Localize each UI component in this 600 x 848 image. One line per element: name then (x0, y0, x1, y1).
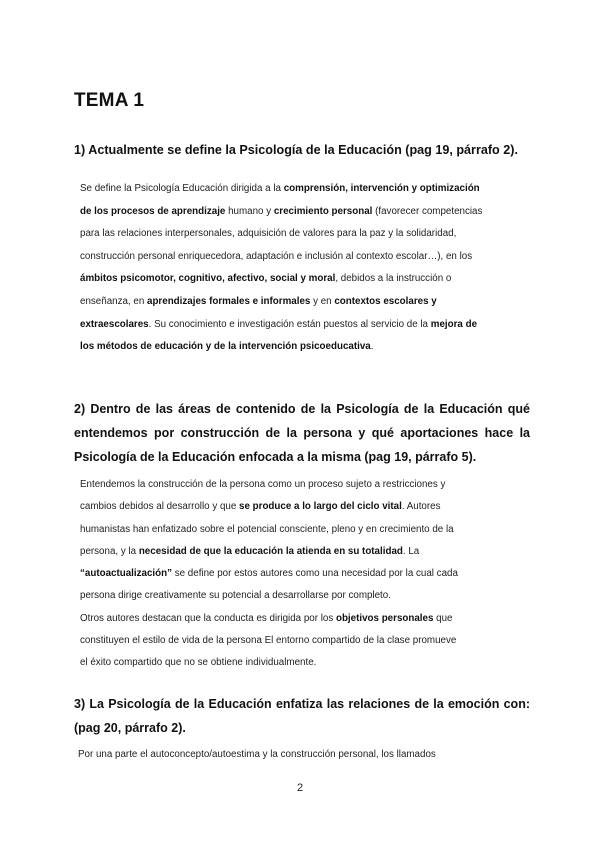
bold-span: “autoactualización” (80, 568, 172, 580)
answer-3-line: Por una parte el autoconcepto/autoestima y la construcción personal, los llamados (78, 749, 436, 760)
answer-2-line: Entendemos la construcción de la persona como un proceso sujeto a restricciones y (80, 479, 446, 490)
bold-span: aprendizajes formales e informales (147, 295, 311, 307)
answer-2-paragraph (80, 474, 530, 675)
text-span: , debidos a la instrucción o (335, 273, 452, 285)
page-title: TEMA 1 (74, 90, 145, 111)
answer-2-line: el éxito compartido que no se obtiene individualmente. (80, 657, 317, 669)
answer-1-line (80, 268, 526, 291)
text-span: que (433, 612, 453, 624)
text-span: enseñanza, en (80, 295, 147, 307)
answer-1-line (80, 178, 526, 201)
bold-span: extraescolares (80, 318, 149, 330)
answer-2-line (80, 608, 530, 630)
answer-1-paragraph (80, 178, 526, 359)
text-span: humano y (225, 205, 274, 217)
bold-span: necesidad de que la educación la atienda en su totalidad (138, 545, 403, 557)
answer-2-line: humanistas han enfatizado sobre el potencial consciente, pleno y en crecimiento de la (80, 523, 454, 535)
answer-1-line (80, 314, 526, 337)
answer-2-line (80, 563, 530, 585)
bold-span: crecimiento personal (273, 205, 373, 217)
bold-span: se produce a lo largo del ciclo vital (239, 501, 402, 513)
bold-span: objetivos personales (335, 612, 434, 624)
answer-2-line (80, 541, 530, 563)
text-span: y en (310, 295, 335, 307)
answer-1-line (80, 336, 526, 359)
bold-span: mejora de (430, 318, 478, 330)
text-span: se define por estos autores como una necesidad por la cual cada (172, 568, 458, 580)
answer-2-line (80, 496, 530, 518)
answer-1-line: construcción personal enriquecedora, adaptación e inclusión al contexto escolar…), en los (80, 250, 473, 262)
text-span: Se define la Psicología Educación dirigida a la (80, 183, 284, 194)
answer-2-line: persona dirige creativamente su potencial a desarrollarse por completo. (80, 590, 391, 602)
bold-span: contextos escolares y (334, 295, 437, 307)
answer-2-line: constituyen el estilo de vida de la persona El entorno compartido de la clase promueve (80, 635, 457, 647)
text-span: . La (402, 545, 420, 557)
answer-1-line: para las relaciones interpersonales, adquisición de valores para la paz y la solidaridad, (80, 228, 457, 240)
text-span: persona, y la (80, 545, 139, 557)
text-span: cambios debidos al desarrollo y que (80, 501, 240, 513)
text-span: (favorecer competencias (372, 205, 483, 217)
question-3-heading: 3) La Psicología de la Educación enfatiza las relaciones de la emoción con: (pag 20, párrafo 2). (74, 697, 530, 735)
bold-span: los métodos de educación y de la intervención psicoeducativa (80, 341, 371, 353)
page-number: 2 (296, 782, 304, 794)
text-span: . Su conocimiento e investigación están puestos al servicio de la (148, 318, 431, 330)
bold-span: comprensión, intervención y optimización (283, 183, 480, 194)
question-1-heading: 1) Actualmente se define la Psicología de la Educación (pag 19, párrafo 2). (74, 143, 518, 157)
bold-span: de los procesos de aprendizaje (80, 205, 226, 217)
answer-3-paragraph (78, 744, 520, 767)
text-span: Otros autores destacan que la conducta es dirigida por los (80, 612, 336, 624)
answer-1-line (80, 201, 526, 224)
question-2-heading: 2) Dentro de las áreas de contenido de la Psicología de la Educación qué entendemos por construcción de la persona y qué aportaciones hace la Psicología de la Educación enfocada a la misma (pag 19, párrafo 5). (74, 402, 530, 464)
text-span: . Autores (401, 501, 441, 513)
bold-span: ámbitos psicomotor, cognitivo, afectivo, social y moral (80, 273, 336, 285)
answer-1-line (80, 291, 526, 314)
text-span: . (370, 341, 374, 353)
